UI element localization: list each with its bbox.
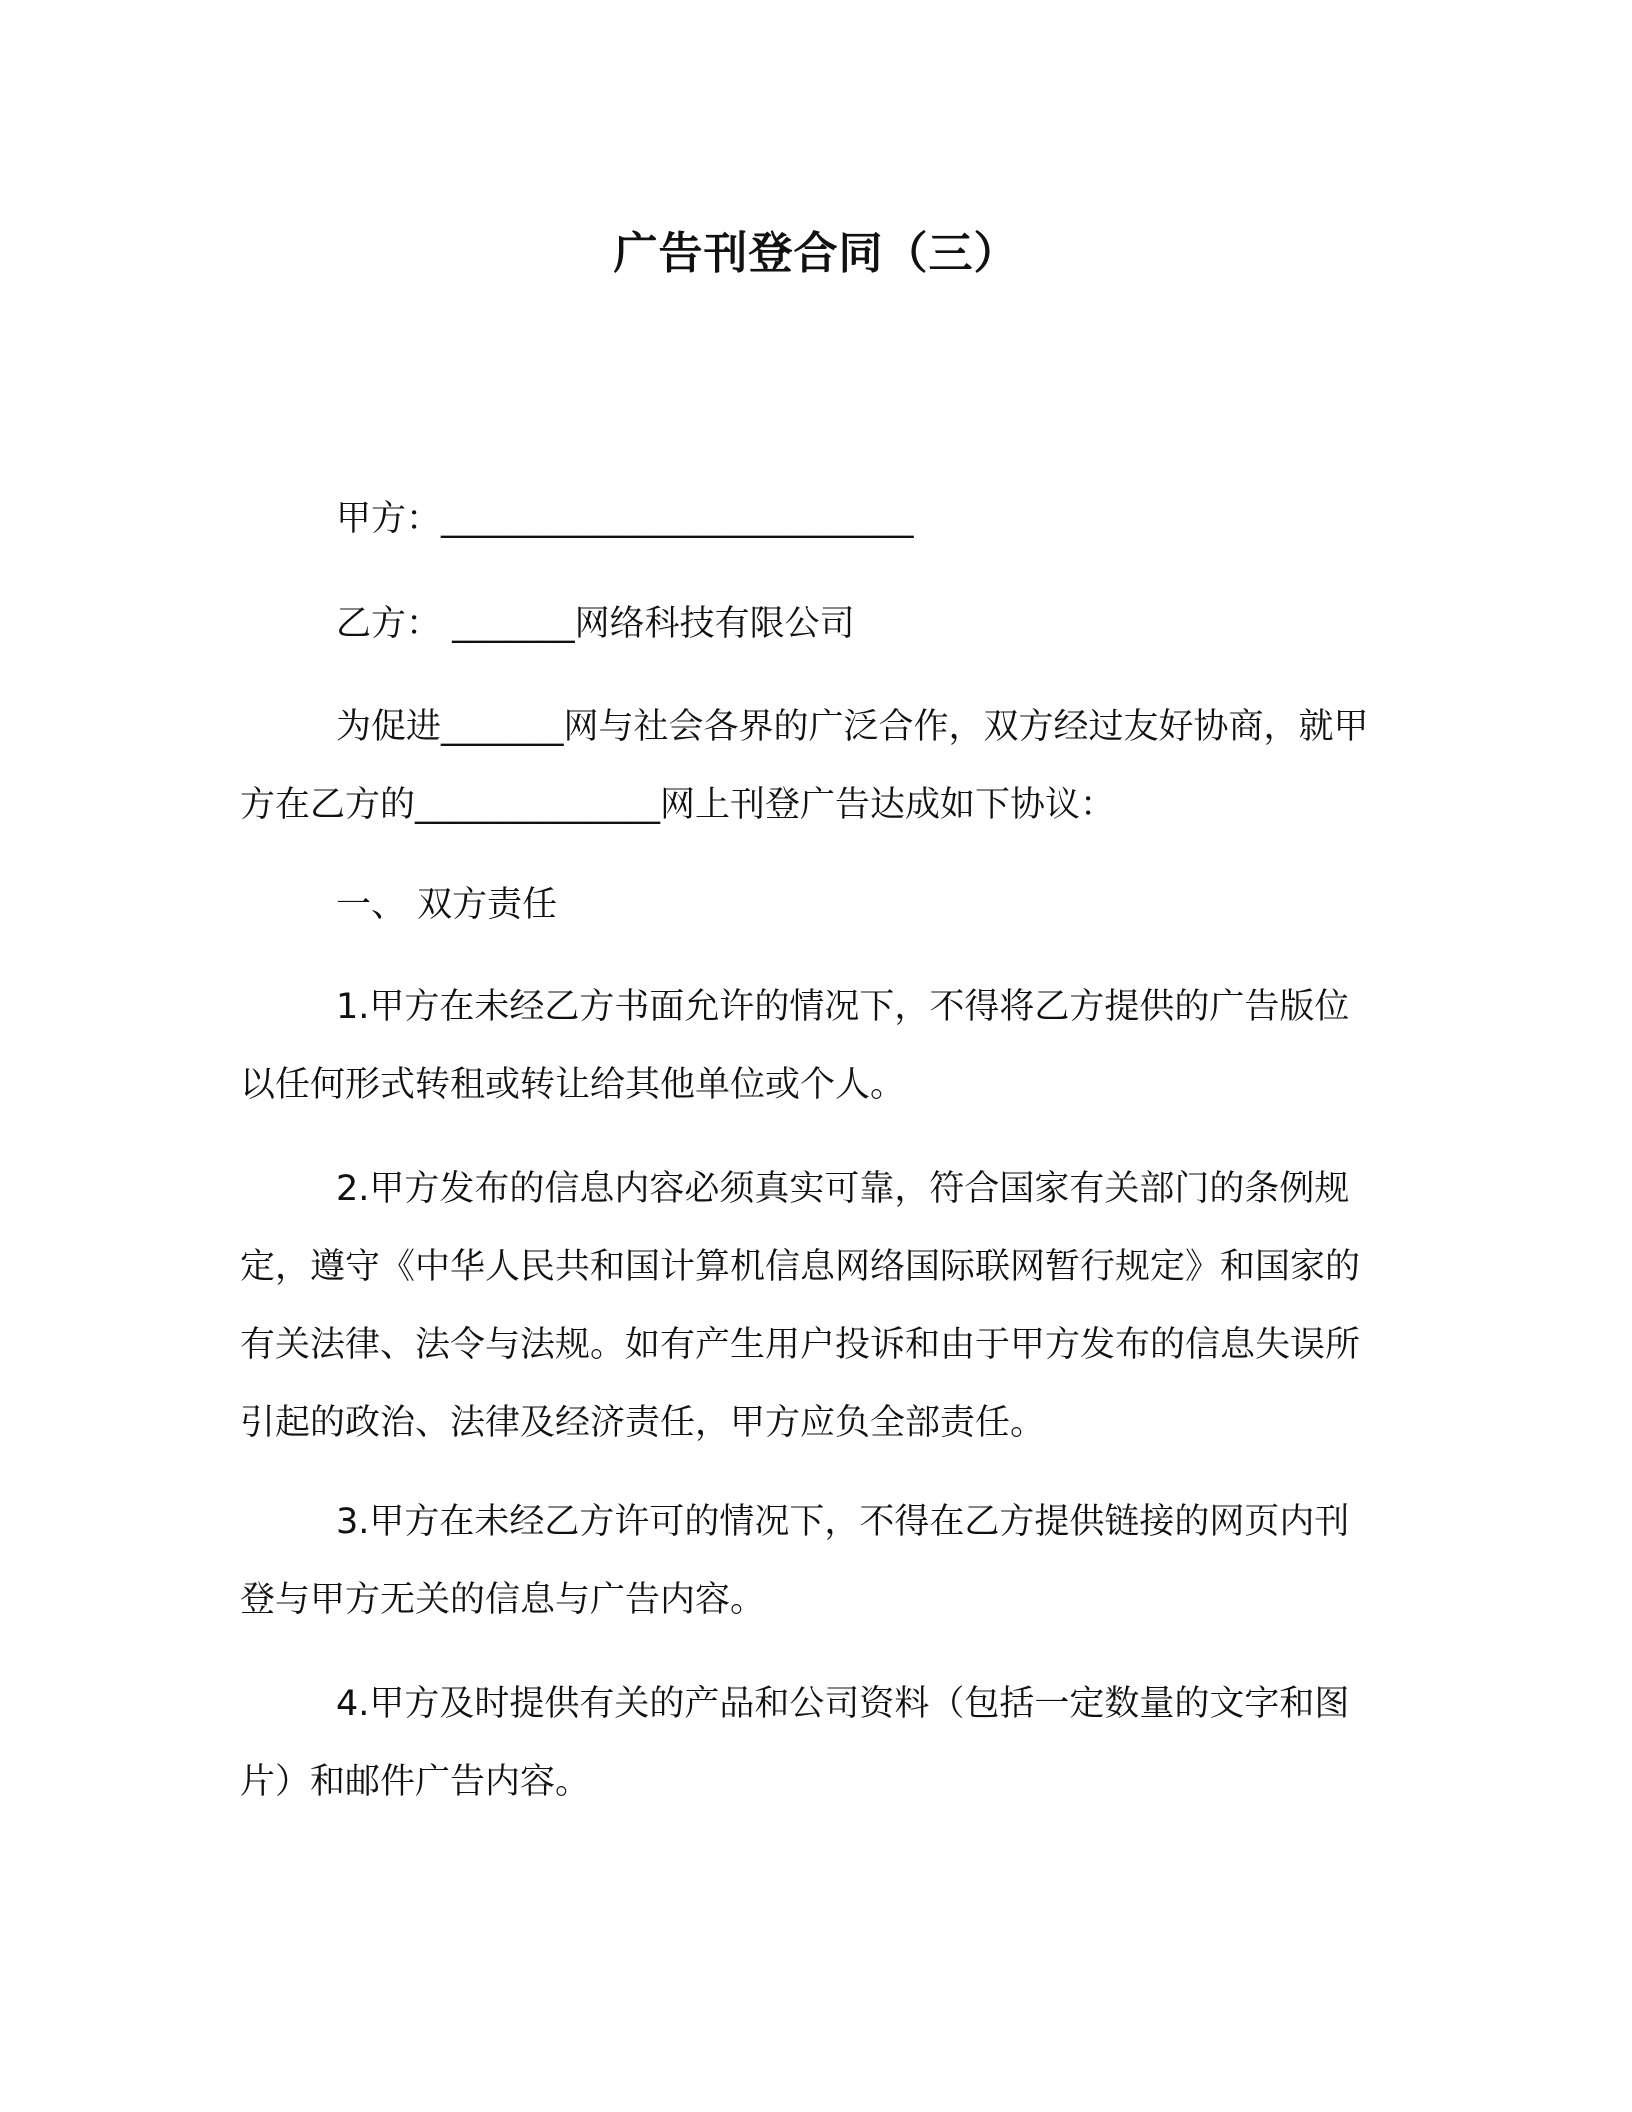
preamble-paragraph: 为促进_______网与社会各界的广泛合作，双方经过友好协商，就甲方在乙方的______________网上刊登广告达成如下协议： xyxy=(240,707,1369,825)
clause-2-paragraph: 2.甲方发布的信息内容必须真实可靠，符合国家有关部门的条例规定，遵守《中华人民共和国计算机信息网络国际联网暂行规定》和国家的有关法律、法令与法规。如有产生用户投诉和由于甲方发布的信息失误所引起的政治、法律及经济责任，甲方应负全部责任。 xyxy=(240,1169,1361,1443)
clause-3-paragraph: 3.甲方在未经乙方许可的情况下，不得在乙方提供链接的网页内刊登与甲方无关的信息与广告内容。 xyxy=(240,1502,1350,1620)
section-heading-responsibilities: 一、 双方责任 xyxy=(336,885,558,925)
document-title: 广告刊登合同（三） xyxy=(613,228,1019,279)
party-b-line: 乙方： _______网络科技有限公司 xyxy=(336,604,855,644)
clause-1-paragraph: 1.甲方在未经乙方书面允许的情况下，不得将乙方提供的广告版位以任何形式转租或转让给其他单位或个人。 xyxy=(240,987,1350,1105)
party-a-line: 甲方：___________________________ xyxy=(336,499,914,539)
clause-4-paragraph: 4.甲方及时提供有关的产品和公司资料（包括一定数量的文字和图片）和邮件广告内容。 xyxy=(240,1684,1350,1802)
